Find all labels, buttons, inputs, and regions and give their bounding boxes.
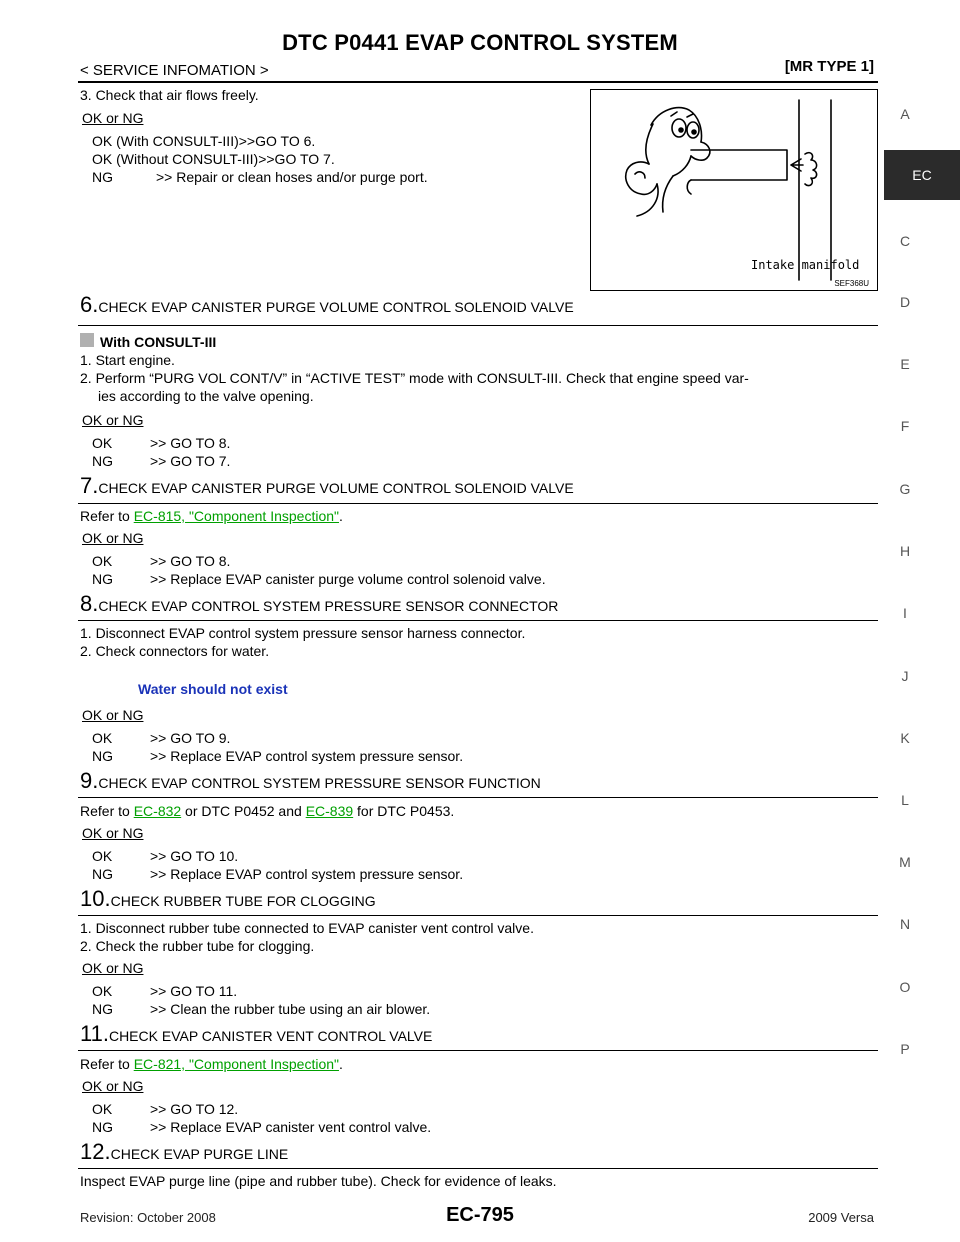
step6-ng-label: NG	[92, 453, 113, 469]
step7-ok-label: OK	[92, 553, 113, 569]
step11-refer: Refer to	[80, 1056, 134, 1072]
step6-heading	[80, 292, 574, 318]
step9-divider	[78, 797, 878, 798]
step9-number: 9.	[80, 768, 99, 793]
footer-revision: Revision: October 2008	[80, 1210, 216, 1225]
figure-code: SEF368U	[834, 279, 869, 288]
step10-ok-or-ng: OK or NG	[82, 960, 144, 976]
step7-number: 7.	[80, 473, 99, 498]
step10-title: CHECK RUBBER TUBE FOR CLOGGING	[110, 893, 376, 909]
step8-spec: Water should not exist	[138, 681, 288, 697]
step10-line2: 2. Check the rubber tube for clogging.	[80, 938, 315, 954]
step6-ng: >> GO TO 7.	[150, 453, 231, 469]
step8-ng-label: NG	[92, 748, 113, 764]
intro-ok1: OK (With CONSULT-III)>>GO TO 6.	[92, 133, 316, 149]
intro-ng: >> Repair or clean hoses and/or purge port.	[156, 169, 428, 185]
step12-divider	[78, 1168, 878, 1169]
side-tab-h[interactable]: H	[899, 543, 911, 559]
step8-heading	[80, 591, 558, 617]
step7-ok-or-ng: OK or NG	[82, 530, 144, 546]
step6-title: CHECK EVAP CANISTER PURGE VOLUME CONTROL SOLENOID VALVE	[98, 299, 574, 315]
page-title: DTC P0441 EVAP CONTROL SYSTEM	[282, 30, 678, 55]
header-divider	[78, 81, 878, 83]
step7-after: .	[338, 508, 343, 524]
step12-line1: Inspect EVAP purge line (pipe and rubber tube). Check for evidence of leaks.	[80, 1173, 557, 1189]
step7-refer-line	[80, 507, 343, 525]
footer-vehicle: 2009 Versa	[808, 1210, 874, 1225]
side-tab-k[interactable]: K	[900, 730, 910, 746]
step8-title: CHECK EVAP CONTROL SYSTEM PRESSURE SENSOR CONNECTOR	[98, 598, 559, 614]
step6-number: 6.	[80, 292, 99, 317]
step11-heading	[80, 1021, 432, 1047]
step12-number: 12.	[80, 1139, 111, 1164]
step6-with: With CONSULT-III	[100, 334, 217, 350]
step9-refer: Refer to	[80, 803, 134, 819]
step7-refer: Refer to	[80, 508, 134, 524]
step10-number: 10.	[80, 886, 111, 911]
footer-page-number: EC-795	[446, 1204, 514, 1226]
step11-after: .	[338, 1056, 343, 1072]
step10-ok-label: OK	[92, 983, 113, 999]
step9-refer-line	[80, 802, 454, 820]
step8-divider	[78, 620, 878, 621]
step11-ng: >> Replace EVAP canister vent control valve.	[150, 1119, 432, 1135]
step11-ng-label: NG	[92, 1119, 113, 1135]
step9-ok: >> GO TO 10.	[150, 848, 239, 864]
step6-divider	[78, 325, 878, 326]
step7-divider	[78, 503, 878, 504]
side-tab-j[interactable]: J	[901, 668, 909, 684]
step11-refer-line	[80, 1055, 343, 1073]
step8-ng: >> Replace EVAP control system pressure sensor.	[150, 748, 464, 764]
step6-ok: >> GO TO 8.	[150, 435, 231, 451]
step10-ok: >> GO TO 11.	[150, 983, 238, 999]
side-tab-p[interactable]: P	[900, 1041, 910, 1057]
step9-link2[interactable]: EC-839	[305, 803, 354, 819]
side-tab-d[interactable]: D	[899, 294, 911, 310]
step11-divider	[78, 1050, 878, 1051]
step6-ok-label: OK	[92, 435, 113, 451]
step8-line1: 1. Disconnect EVAP control system pressure sensor harness connector.	[80, 625, 526, 641]
step8-ok: >> GO TO 9.	[150, 730, 231, 746]
step8-ok-or-ng: OK or NG	[82, 707, 144, 723]
step10-divider	[78, 915, 878, 916]
step7-heading	[80, 473, 574, 499]
side-tab-e[interactable]: E	[900, 356, 910, 372]
section-label: < SERVICE INFOMATION >	[80, 62, 269, 79]
step6-line2: 2. Perform “PURG VOL CONT/V” in “ACTIVE TEST” mode with CONSULT-III. Check that engine speed var-	[80, 370, 749, 386]
step10-ng: >> Clean the rubber tube using an air blower.	[150, 1001, 431, 1017]
step11-link[interactable]: EC-821, "Component Inspection"	[133, 1056, 339, 1072]
step6-ok-or-ng: OK or NG	[82, 412, 144, 428]
intro-ng-label: NG	[92, 169, 113, 185]
figure-air-flow	[590, 89, 878, 291]
step9-ng-label: NG	[92, 866, 113, 882]
step9-ng: >> Replace EVAP control system pressure sensor.	[150, 866, 464, 882]
step11-title: CHECK EVAP CANISTER VENT CONTROL VALVE	[108, 1028, 433, 1044]
step8-line2: 2. Check connectors for water.	[80, 643, 270, 659]
step9-title: CHECK EVAP CONTROL SYSTEM PRESSURE SENSOR FUNCTION	[98, 775, 541, 791]
step11-ok: >> GO TO 12.	[150, 1101, 239, 1117]
side-tab-c[interactable]: C	[899, 233, 911, 249]
step7-link[interactable]: EC-815, "Component Inspection"	[133, 508, 339, 524]
intro-ok2: OK (Without CONSULT-III)>>GO TO 7.	[92, 151, 335, 167]
step10-ng-label: NG	[92, 1001, 113, 1017]
step10-heading	[80, 886, 376, 912]
model-label: [MR TYPE 1]	[784, 58, 874, 75]
step6-line1: 1. Start engine.	[80, 352, 175, 368]
step11-ok-or-ng: OK or NG	[82, 1078, 144, 1094]
step8-number: 8.	[80, 591, 99, 616]
step7-title: CHECK EVAP CANISTER PURGE VOLUME CONTROL SOLENOID VALVE	[98, 480, 574, 496]
side-tab-g[interactable]: G	[899, 481, 911, 497]
step9-heading	[80, 768, 541, 794]
step12-title: CHECK EVAP PURGE LINE	[110, 1146, 289, 1162]
step10-line1: 1. Disconnect rubber tube connected to EVAP canister vent control valve.	[80, 920, 534, 936]
step7-ng: >> Replace EVAP canister purge volume control solenoid valve.	[150, 571, 546, 587]
step9-ok-label: OK	[92, 848, 113, 864]
side-tab-n[interactable]: N	[899, 916, 911, 932]
step7-ng-label: NG	[92, 571, 113, 587]
step7-ok: >> GO TO 8.	[150, 553, 231, 569]
side-tab-i[interactable]: I	[903, 605, 907, 621]
side-tab-m[interactable]: M	[899, 854, 911, 870]
step9-ok-or-ng: OK or NG	[82, 825, 144, 841]
intro-ok-or-ng: OK or NG	[82, 110, 144, 126]
side-tab-a[interactable]: A	[900, 106, 910, 122]
side-tab-active[interactable]: EC	[884, 150, 960, 200]
intro-step3: 3. Check that air flows freely.	[80, 87, 259, 103]
step6-line3: ies according to the valve opening.	[98, 388, 314, 404]
step9-link1[interactable]: EC-832	[133, 803, 182, 819]
consult-icon	[80, 333, 94, 347]
side-tab-f[interactable]: F	[900, 418, 910, 434]
step11-number: 11.	[80, 1021, 109, 1046]
side-tab-o[interactable]: O	[899, 979, 911, 995]
step8-ok-label: OK	[92, 730, 113, 746]
step12-heading	[80, 1139, 288, 1165]
step11-ok-label: OK	[92, 1101, 113, 1117]
side-tab-l[interactable]: L	[901, 792, 909, 808]
step9-mid: or DTC P0452 and	[181, 803, 306, 819]
step9-after: for DTC P0453.	[353, 803, 455, 819]
figure-label: Intake manifold	[751, 258, 860, 272]
